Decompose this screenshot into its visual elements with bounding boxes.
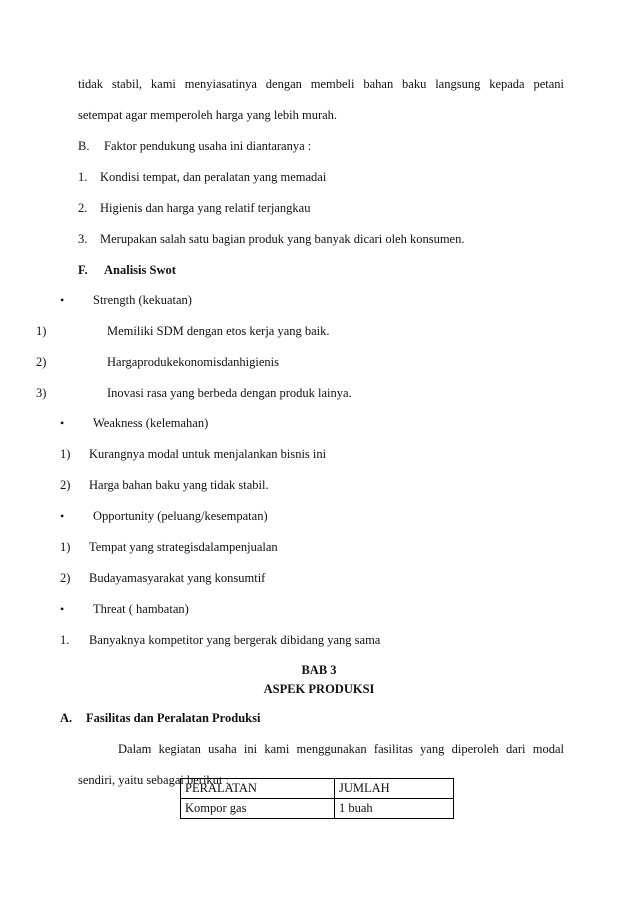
strength-item-2-num: 2) — [36, 355, 47, 369]
threat-bullet-icon: • — [60, 602, 65, 616]
threat-title: Threat ( hambatan) — [93, 602, 189, 616]
intro-line-1: tidak stabil, kami menyiasatinya dengan membeli bahan baku langsung kepada petani — [78, 77, 564, 91]
table-cell-jumlah: 1 buah — [335, 799, 454, 819]
faktor-item-2-text: Higienis dan harga yang relatif terjangkau — [100, 201, 311, 215]
strength-bullet-icon: • — [60, 293, 65, 307]
intro-line-2: setempat agar memperoleh harga yang lebih murah. — [78, 108, 338, 122]
threat-item-1-text: Banyaknya kompetitor yang bergerak dibidang yang sama — [89, 633, 381, 647]
faktor-title: Faktor pendukung usaha ini diantaranya : — [104, 139, 312, 153]
faktor-item-2-num: 2. — [78, 201, 88, 215]
table-header-jumlah: JUMLAH — [335, 779, 454, 799]
opportunity-bullet-icon: • — [60, 509, 65, 523]
swot-marker: F. — [78, 263, 88, 277]
faktor-item-3-text: Merupakan salah satu bagian produk yang banyak dicari oleh konsumen. — [100, 232, 465, 246]
chapter-number: BAB 3 — [301, 663, 337, 677]
faktor-item-3-num: 3. — [78, 232, 88, 246]
weakness-item-2-text: Harga bahan baku yang tidak stabil. — [89, 478, 269, 492]
weakness-item-2-num: 2) — [60, 478, 71, 492]
opportunity-item-1-num: 1) — [60, 540, 71, 554]
strength-title: Strength (kekuatan) — [93, 293, 192, 307]
swot-title: Analisis Swot — [104, 263, 176, 277]
strength-item-3-text: Inovasi rasa yang berbeda dengan produk lainya. — [107, 386, 352, 400]
faktor-item-1-text: Kondisi tempat, dan peralatan yang memadai — [100, 170, 327, 184]
opportunity-item-2-text: Budayamasyarakat yang konsumtif — [89, 571, 266, 585]
table-header-row — [181, 779, 454, 799]
opportunity-item-2-num: 2) — [60, 571, 71, 585]
faktor-marker: B. — [78, 139, 90, 153]
equipment-table — [180, 778, 454, 819]
section-a-para-line-2: sendiri, yaitu sebagai berikut : — [78, 773, 230, 787]
table-cell-peralatan: Kompor gas — [181, 799, 335, 819]
strength-item-2-text: Hargaprodukekonomisdanhigienis — [107, 355, 279, 369]
weakness-item-1-num: 1) — [60, 447, 71, 461]
strength-item-1-text: Memiliki SDM dengan etos kerja yang baik. — [107, 324, 330, 338]
table-header-peralatan: PERALATAN — [181, 779, 335, 799]
section-a-title: Fasilitas dan Peralatan Produksi — [86, 711, 261, 725]
threat-item-1-num: 1. — [60, 633, 70, 647]
weakness-title: Weakness (kelemahan) — [93, 416, 209, 430]
strength-item-1-num: 1) — [36, 324, 47, 338]
section-a-marker: A. — [60, 711, 73, 725]
weakness-item-1-text: Kurangnya modal untuk menjalankan bisnis ini — [89, 447, 327, 461]
strength-item-3-num: 3) — [36, 386, 47, 400]
table-row — [181, 799, 454, 819]
opportunity-item-1-text: Tempat yang strategisdalampenjualan — [89, 540, 278, 554]
section-a-para-line-1: Dalam kegiatan usaha ini kami menggunakan fasilitas yang diperoleh dari modal — [118, 742, 564, 756]
weakness-bullet-icon: • — [60, 416, 65, 430]
opportunity-title: Opportunity (peluang/kesempatan) — [93, 509, 268, 523]
faktor-item-1-num: 1. — [78, 170, 88, 184]
chapter-title: ASPEK PRODUKSI — [263, 682, 375, 696]
